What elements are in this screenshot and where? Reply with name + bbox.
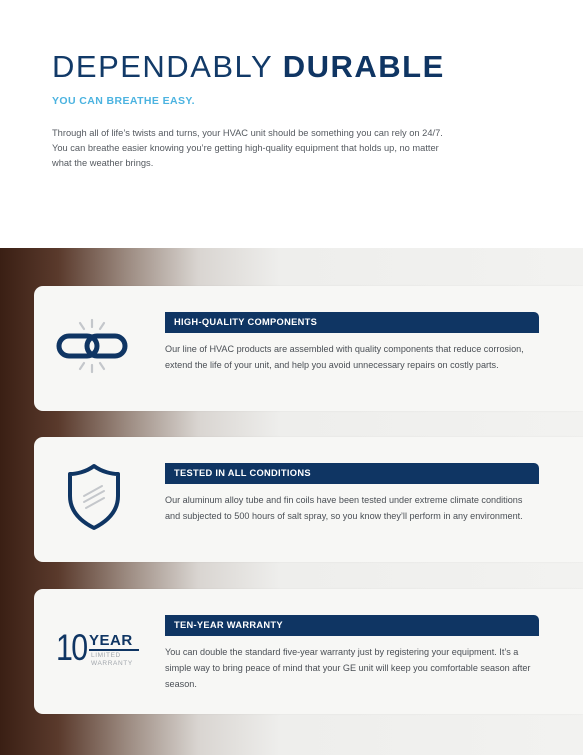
- warranty-year-label: YEAR: [89, 632, 133, 649]
- title-bold: DURABLE: [282, 49, 445, 84]
- page-title: [52, 49, 445, 85]
- page-subtitle: YOU CAN BREATHE EASY.: [52, 95, 195, 107]
- warranty-warranty-label: WARRANTY: [91, 660, 133, 667]
- feature-heading: TESTED IN ALL CONDITIONS: [165, 463, 539, 484]
- feature-heading: TEN-YEAR WARRANTY: [165, 615, 539, 636]
- chain-link-icon: [54, 316, 130, 376]
- header-section: [0, 0, 583, 248]
- warranty-divider: [89, 649, 139, 651]
- feature-heading: HIGH-QUALITY COMPONENTS: [165, 312, 539, 333]
- feature-description: Our line of HVAC products are assembled with quality components that reduce corrosion, extend the life of your unit, and help you avoid unnecessary repairs on costly parts.: [165, 344, 524, 370]
- feature-card-components: [34, 286, 583, 411]
- title-light: DEPENDABLY: [52, 49, 283, 84]
- feature-description: Our aluminum alloy tube and fin coils have been tested under extreme climate conditions and subjected to 500 hours of salt spray, so you know they’ll perform in any environment.: [165, 495, 523, 521]
- warranty-number: 10: [56, 627, 87, 668]
- warranty-badge-icon: [56, 628, 146, 668]
- feature-description: You can double the standard five-year warranty just by registering your equipment. It’s a simple way to bring peace of mind that your GE unit will keep you comfortable season after season.: [165, 647, 531, 689]
- intro-paragraph: Through all of life’s twists and turns, your HVAC unit should be something you can rely on 24/7. You can breathe easier knowing you’re getting high-quality equipment that holds up, no matter what the weather brings.: [52, 128, 443, 168]
- feature-card-warranty: [34, 589, 583, 714]
- shield-icon: [64, 462, 124, 532]
- feature-card-tested: [34, 437, 583, 562]
- warranty-limited-label: LIMITED: [91, 652, 121, 659]
